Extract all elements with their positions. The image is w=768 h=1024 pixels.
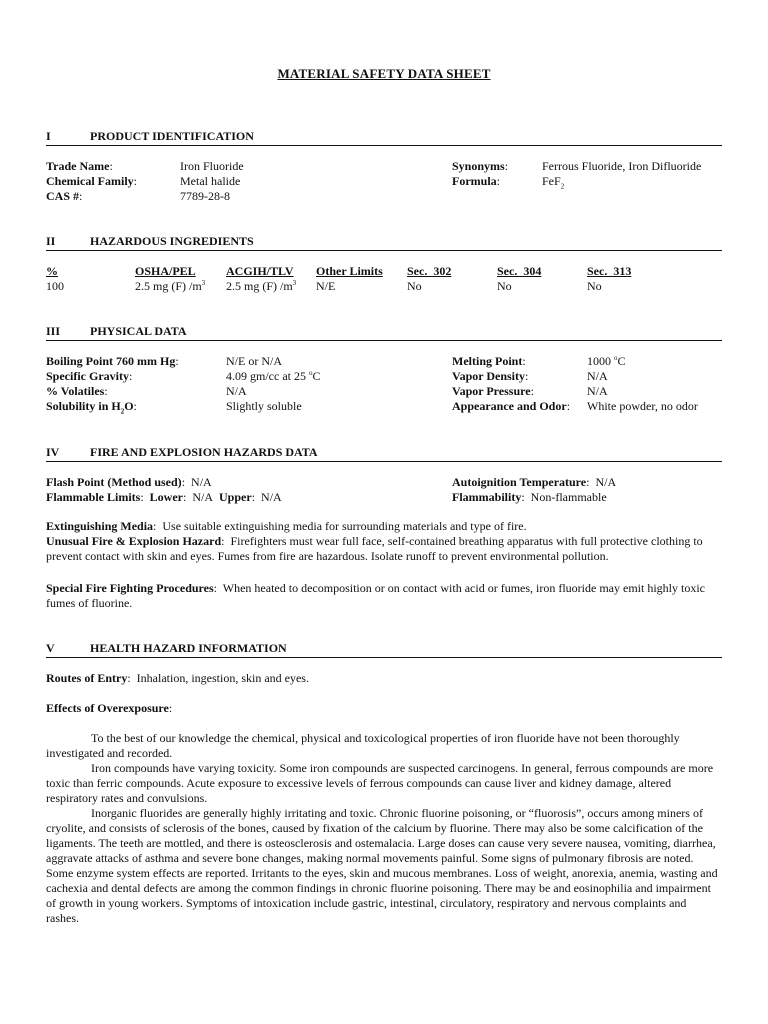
chemical-family-label: Chemical Family: xyxy=(46,174,137,188)
routes-of-entry: Routes of Entry: Inhalation, ingestion, skin and eyes. xyxy=(46,671,309,685)
ingredients-value-sec302: No xyxy=(407,279,422,293)
ingredients-value-acgih: 2.5 mg (F) $/m^3$ xyxy=(226,279,297,293)
special-procedures-block xyxy=(46,581,722,611)
ingredients-value-sec304: No xyxy=(497,279,512,293)
autoignition-temperature: Autoignition Temperature: N/A xyxy=(452,475,617,489)
ingredients-header-sec304: Sec. 304 xyxy=(497,264,542,278)
vapor-pressure-label: Vapor Pressure: xyxy=(452,384,534,398)
ingredients-header-sec313: Sec. 313 xyxy=(587,264,632,278)
extinguishing-media-block xyxy=(46,519,722,564)
boiling-point-value: N/E or N/A xyxy=(226,354,282,368)
section-5-heading: V HEALTH HAZARD INFORMATION xyxy=(46,641,722,658)
health-paragraph-1: To the best of our knowledge the chemical, physical and toxicological properties of iron fluoride have not been thoroughly investigated and recorded. xyxy=(46,731,680,760)
appearance-value: White powder, no odor xyxy=(587,399,698,413)
appearance-label: Appearance and Odor: xyxy=(452,399,571,413)
ingredients-value-other: N/E xyxy=(316,279,336,293)
section-1-heading: I PRODUCT IDENTIFICATION xyxy=(46,129,722,146)
specific-gravity-label: Specific Gravity: xyxy=(46,369,133,383)
ingredients-header-acgih: ACGIH/TLV xyxy=(226,264,294,278)
vapor-pressure-value: N/A xyxy=(587,384,608,398)
solubility-label: Solubility in $H_2O$: xyxy=(46,399,137,416)
melting-point-value: 1000 $^o$C xyxy=(587,354,626,368)
volatiles-label: % Volatiles: xyxy=(46,384,108,398)
health-paragraph-3: Inorganic fluorides are generally highly irritating and toxic. Chronic fluorine poisoning, or “fluorosis”, occurs among miners of cryolite, and consists of sclerosis of the bones, caused by fixation of the calcium by fluorine. There may also be some calcification of the ligaments. The teeth are mottled, and there is osteosclerosis and ostemalacia. Large doses can cause very severe nausea, vomiting, diarrhea, aggravate attacks of asthma and severe bone changes, making normal movements painful. Some signs of pulmonary fibrosis are noted. Some enzyme system effects are reported. Irritants to the eyes, skin and mucous membranes. Loss of weight, anorexia, anemia, wasting and cachexia and dental defects are among the common findings in chronic fluorine poisoning. There may be and eosinophilia and impairment of growth in young workers. Symptoms of intoxication include gastric, intestinal, circulatory, respiratory and nervous complaints and rashes. xyxy=(46,806,718,925)
vapor-density-value: N/A xyxy=(587,369,608,383)
health-effects-text xyxy=(46,731,722,926)
ingredients-value-percent: 100 xyxy=(46,279,64,293)
volatiles-value: N/A xyxy=(226,384,247,398)
cas-value: 7789-28-8 xyxy=(180,189,230,203)
section-3-heading: III PHYSICAL DATA xyxy=(46,324,722,341)
flammability: Flammability: Non-flammable xyxy=(452,490,607,504)
melting-point-label: Melting Point: xyxy=(452,354,526,368)
ingredients-header-other: Other Limits xyxy=(316,264,383,278)
formula-label: Formula: xyxy=(452,174,501,188)
ingredients-header-sec302: Sec. 302 xyxy=(407,264,452,278)
formula-value: FeF$_2$ xyxy=(542,174,565,191)
flammable-limits: Flammable Limits: Lower: N/A Upper: N/A xyxy=(46,490,282,504)
section-2-heading: II HAZARDOUS INGREDIENTS xyxy=(46,234,722,251)
synonyms-value: Ferrous Fluoride, Iron Difluoride xyxy=(542,159,702,173)
health-paragraph-2: Iron compounds have varying toxicity. Some iron compounds are suspected carcinogens. In general, ferrous compounds are more toxic than ferric compounds. Acute exposure to excessive levels of ferrous compounds can cause liver and kidney damage, altered respiratory rates and convulsions. xyxy=(46,761,714,805)
section-4-heading: IV FIRE AND EXPLOSION HAZARDS DATA xyxy=(46,445,722,462)
ingredients-header-osha: OSHA/PEL xyxy=(135,264,196,278)
vapor-density-label: Vapor Density: xyxy=(452,369,529,383)
specific-gravity-value: 4.09 gm/cc at 25 $^o$C xyxy=(226,369,321,383)
document-title: MATERIAL SAFETY DATA SHEET xyxy=(277,66,491,81)
effects-of-overexposure-label: Effects of Overexposure: xyxy=(46,701,173,715)
synonyms-label: Synonyms: xyxy=(452,159,509,173)
trade-name-value: Iron Fluoride xyxy=(180,159,244,173)
ingredients-value-sec313: No xyxy=(587,279,602,293)
cas-label: CAS #: xyxy=(46,189,83,203)
unusual-hazard: Unusual Fire & Explosion Hazard: Firefighters must wear full face, self-contained breathing apparatus with full protective clothing to prevent contact with skin and eyes. Fumes from fire are hazardous. Isolate runoff to prevent environmental pollution. xyxy=(46,534,703,563)
special-procedures: Special Fire Fighting Procedures: When heated to decomposition or on contact with acid or fumes, iron fluoride may emit highly toxic fumes of fluorine. xyxy=(46,581,705,610)
ingredients-header-percent: % xyxy=(46,264,58,278)
trade-name-label: Trade Name: xyxy=(46,159,113,173)
boiling-point-label: Boiling Point 760 mm Hg: xyxy=(46,354,179,368)
flash-point: Flash Point (Method used): N/A xyxy=(46,475,212,489)
extinguishing-media: Extinguishing Media: Use suitable extinguishing media for surrounding materials and type of fire. xyxy=(46,519,527,533)
chemical-family-value: Metal halide xyxy=(180,174,241,188)
solubility-value: Slightly soluble xyxy=(226,399,302,413)
ingredients-value-osha: 2.5 mg (F) $/m^3$ xyxy=(135,279,206,293)
